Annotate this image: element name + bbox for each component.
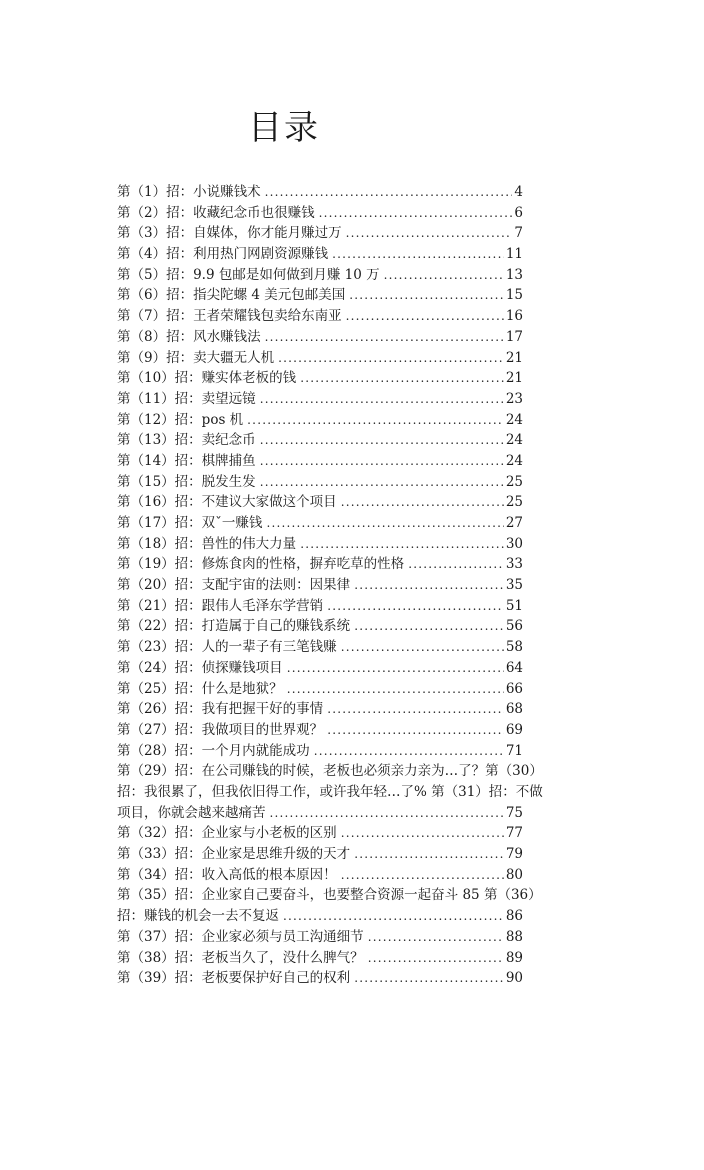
toc-page-number: 24 <box>505 411 523 428</box>
toc-page-number: 51 <box>505 597 523 614</box>
toc-page-number: 66 <box>505 680 523 697</box>
toc-leader-dots <box>354 575 504 596</box>
toc-leader-dots <box>349 285 504 306</box>
toc-leader-dots <box>368 948 504 969</box>
toc-leader-dots <box>341 865 504 886</box>
toc-entry[interactable] <box>117 699 523 720</box>
toc-entry[interactable] <box>117 844 523 865</box>
toc-leader-dots <box>332 244 504 265</box>
toc-leader-dots <box>327 699 504 720</box>
toc-page-number: 71 <box>505 742 523 759</box>
toc-entry-label: 第（11）招：卖望远镜 <box>117 390 256 407</box>
toc-page-number: 27 <box>505 515 523 531</box>
toc-leader-dots <box>354 844 504 865</box>
toc-page-number: 79 <box>505 846 523 863</box>
toc-entry-label: 第（25）招：什么是地狱？ <box>117 680 283 697</box>
toc-leader-dots <box>327 720 504 741</box>
toc-entry[interactable] <box>117 865 523 886</box>
toc-entry[interactable] <box>117 554 523 575</box>
toc-page-number: 89 <box>505 949 523 966</box>
toc-entry[interactable] <box>117 244 523 265</box>
toc-entry[interactable] <box>117 327 523 348</box>
toc-leader-dots <box>368 927 504 948</box>
toc-entry-label: 第（1）招：小说赚钱术 <box>117 184 261 200</box>
toc-leader-dots <box>283 906 504 927</box>
toc-entry-label: 第（17）招：双ˇ一赚钱 <box>117 515 263 531</box>
toc-page-number: 75 <box>505 804 523 821</box>
toc-entry-line: 第（29）招：在公司赚钱的时候，老板也必须亲力亲为…了？第（30） <box>117 763 543 780</box>
toc-entry-label: 第（8）招：风水赚钱法 <box>117 328 261 345</box>
toc-entry-label: 第（34）招：收入高低的根本原因！ <box>117 866 337 883</box>
toc-page-number: 6 <box>514 204 523 221</box>
toc-page-number: 58 <box>505 639 523 656</box>
toc-leader-dots <box>266 513 503 534</box>
toc-entry[interactable] <box>117 265 523 286</box>
toc-leader-dots <box>278 348 504 369</box>
toc-page-number: 33 <box>505 556 523 573</box>
toc-entry-label: 第（6）招：指尖陀螺 4 美元包邮美国 <box>117 287 346 304</box>
toc-entry[interactable] <box>117 596 523 617</box>
toc-page-number: 25 <box>505 494 523 511</box>
toc-leader-dots <box>319 203 513 224</box>
toc-entry-label: 第（32）招：企业家与小老板的区别 <box>117 825 337 842</box>
toc-entry-29-31[interactable] <box>117 761 567 823</box>
toc-page-number: 16 <box>505 308 523 325</box>
toc-page-number: 88 <box>505 928 523 945</box>
toc-page-number: 11 <box>505 246 523 263</box>
toc-entry[interactable] <box>117 348 523 369</box>
toc-entry[interactable] <box>117 223 523 244</box>
toc-leader-dots <box>341 823 504 844</box>
toc-leader-dots <box>346 306 504 327</box>
toc-entry[interactable] <box>117 658 523 679</box>
toc-entry-label: 第（23）招：人的一辈子有三笔钱赚 <box>117 639 337 656</box>
toc-entry-label: 第（12）招：pos 机 <box>117 411 244 428</box>
table-of-contents <box>117 182 567 989</box>
toc-page-number: 25 <box>505 473 523 490</box>
toc-entry[interactable] <box>117 430 523 451</box>
toc-page-number: 56 <box>505 618 523 635</box>
toc-entry-label: 第（13）招：卖纪念币 <box>117 432 256 449</box>
toc-entry-label: 第（27）招：我做项目的世界观？ <box>117 721 324 738</box>
toc-entry-label: 第（26）招：我有把握干好的事情 <box>117 701 324 718</box>
toc-entry-label: 第（38）招：老板当久了，没什么脾气？ <box>117 949 364 966</box>
toc-entry-line: 第（35）招：企业家自己要奋斗，也要整合资源一起奋斗 85 第（36） <box>117 887 542 904</box>
toc-entry-label: 第（4）招：利用热门网剧资源赚钱 <box>117 246 329 263</box>
toc-entry-label: 第（22）招：打造属于自己的赚钱系统 <box>117 618 351 635</box>
toc-entry-label: 第（14）招：棋牌捕鱼 <box>117 452 256 469</box>
toc-entry[interactable] <box>117 389 523 410</box>
toc-entry[interactable] <box>117 679 523 700</box>
toc-entry-label: 第（39）招：老板要保护好自己的权利 <box>117 970 351 987</box>
toc-page-number: 7 <box>514 225 523 242</box>
toc-entry[interactable] <box>117 823 523 844</box>
toc-page-number: 13 <box>505 266 523 283</box>
toc-entry[interactable] <box>117 720 523 741</box>
toc-leader-dots <box>327 596 504 617</box>
toc-leader-dots <box>287 658 504 679</box>
toc-entry-label: 第（19）招：修炼食肉的性格，摒弃吃草的性格 <box>117 556 405 573</box>
toc-entry-label: 第（16）招：不建议大家做这个项目 <box>117 494 337 511</box>
toc-entry-label: 第（33）招：企业家是思维升级的天才 <box>117 846 351 863</box>
toc-page-number: 4 <box>514 184 523 200</box>
toc-entry[interactable] <box>117 472 523 493</box>
toc-leader-dots <box>300 368 504 389</box>
toc-leader-dots <box>300 534 504 555</box>
toc-entry-line: 招：我很累了，但我依旧得工作，或许我年轻…了% 第（31）招：不做 <box>117 783 543 800</box>
toc-entry[interactable] <box>117 306 523 327</box>
toc-entry-label: 第（20）招：支配宇宙的法则：因果律 <box>117 577 351 594</box>
toc-page-number: 68 <box>505 701 523 718</box>
toc-entry-label: 第（24）招：侦探赚钱项目 <box>117 659 283 676</box>
toc-page-number: 24 <box>505 452 523 469</box>
toc-entry-label: 第（18）招：兽性的伟大力量 <box>117 535 297 552</box>
toc-leader-dots <box>265 182 513 203</box>
toc-entry-label: 项目，你就会越来越痛苦 <box>117 804 266 821</box>
toc-leader-dots <box>260 451 504 472</box>
toc-leader-dots <box>314 741 504 762</box>
toc-page-number: 23 <box>505 390 523 407</box>
toc-leader-dots <box>260 389 504 410</box>
toc-entry-label: 第（2）招：收藏纪念币也很赚钱 <box>117 204 315 221</box>
toc-page-number: 24 <box>505 432 523 449</box>
toc-entry[interactable] <box>117 534 523 555</box>
toc-page-number: 21 <box>505 349 523 366</box>
toc-entry[interactable] <box>117 927 523 948</box>
toc-entry-label: 第（9）招：卖大疆无人机 <box>117 349 275 366</box>
toc-entry[interactable] <box>117 203 523 224</box>
toc-leader-dots <box>354 616 504 637</box>
toc-entry[interactable] <box>117 948 523 969</box>
toc-leader-dots <box>260 430 504 451</box>
toc-entry[interactable] <box>117 182 523 203</box>
toc-entry[interactable] <box>117 410 523 431</box>
toc-leader-dots <box>341 637 504 658</box>
toc-page-number: 77 <box>505 825 523 842</box>
toc-leader-dots <box>260 472 504 493</box>
toc-page-number: 30 <box>505 535 523 552</box>
toc-entry-35-36[interactable] <box>117 885 567 926</box>
toc-page-number: 64 <box>505 659 523 676</box>
toc-leader-dots <box>354 968 504 989</box>
toc-entry[interactable] <box>117 285 523 306</box>
toc-entry[interactable] <box>117 451 523 472</box>
toc-leader-dots <box>287 679 504 700</box>
toc-entry[interactable] <box>117 968 523 989</box>
toc-page-number: 80 <box>505 866 523 883</box>
toc-entry-label: 第（10）招：赚实体老板的钱 <box>117 370 297 387</box>
toc-page-number: 35 <box>505 577 523 594</box>
toc-entry-label: 第（7）招：王者荣耀钱包卖给东南亚 <box>117 308 342 325</box>
toc-page-number: 90 <box>505 970 523 987</box>
toc-leader-dots <box>384 265 504 286</box>
toc-entry[interactable] <box>117 492 523 513</box>
toc-entry-label: 第（5）招：9.9 包邮是如何做到月赚 10 万 <box>117 266 380 283</box>
toc-entry-label: 第（37）招：企业家必须与员工沟通细节 <box>117 928 364 945</box>
toc-page-number: 15 <box>505 287 523 304</box>
toc-entry[interactable] <box>117 575 523 596</box>
toc-page-number: 86 <box>505 908 523 925</box>
toc-leader-dots <box>341 492 504 513</box>
toc-page-number: 17 <box>505 328 523 345</box>
toc-entry[interactable] <box>117 513 523 534</box>
toc-entry-label: 第（21）招：跟伟人毛泽东学营销 <box>117 597 324 614</box>
toc-page-number: 69 <box>505 721 523 738</box>
page-title: 目录 <box>248 108 320 148</box>
toc-leader-dots <box>247 410 504 431</box>
toc-leader-dots <box>408 554 504 575</box>
toc-entry-label: 招：赚钱的机会一去不复返 <box>117 908 279 925</box>
toc-entry-label: 第（15）招：脱发生发 <box>117 473 256 490</box>
toc-entry[interactable] <box>117 616 523 637</box>
toc-leader-dots <box>265 327 504 348</box>
toc-entry[interactable] <box>117 637 523 658</box>
toc-entry[interactable] <box>117 368 523 389</box>
toc-entry-label: 第（28）招：一个月内就能成功 <box>117 742 310 759</box>
toc-leader-dots <box>346 223 513 244</box>
toc-entry[interactable] <box>117 741 523 762</box>
toc-entry-label: 第（3）招：自媒体，你才能月赚过万 <box>117 225 342 242</box>
toc-leader-dots <box>270 803 504 824</box>
toc-page-number: 21 <box>505 370 523 387</box>
